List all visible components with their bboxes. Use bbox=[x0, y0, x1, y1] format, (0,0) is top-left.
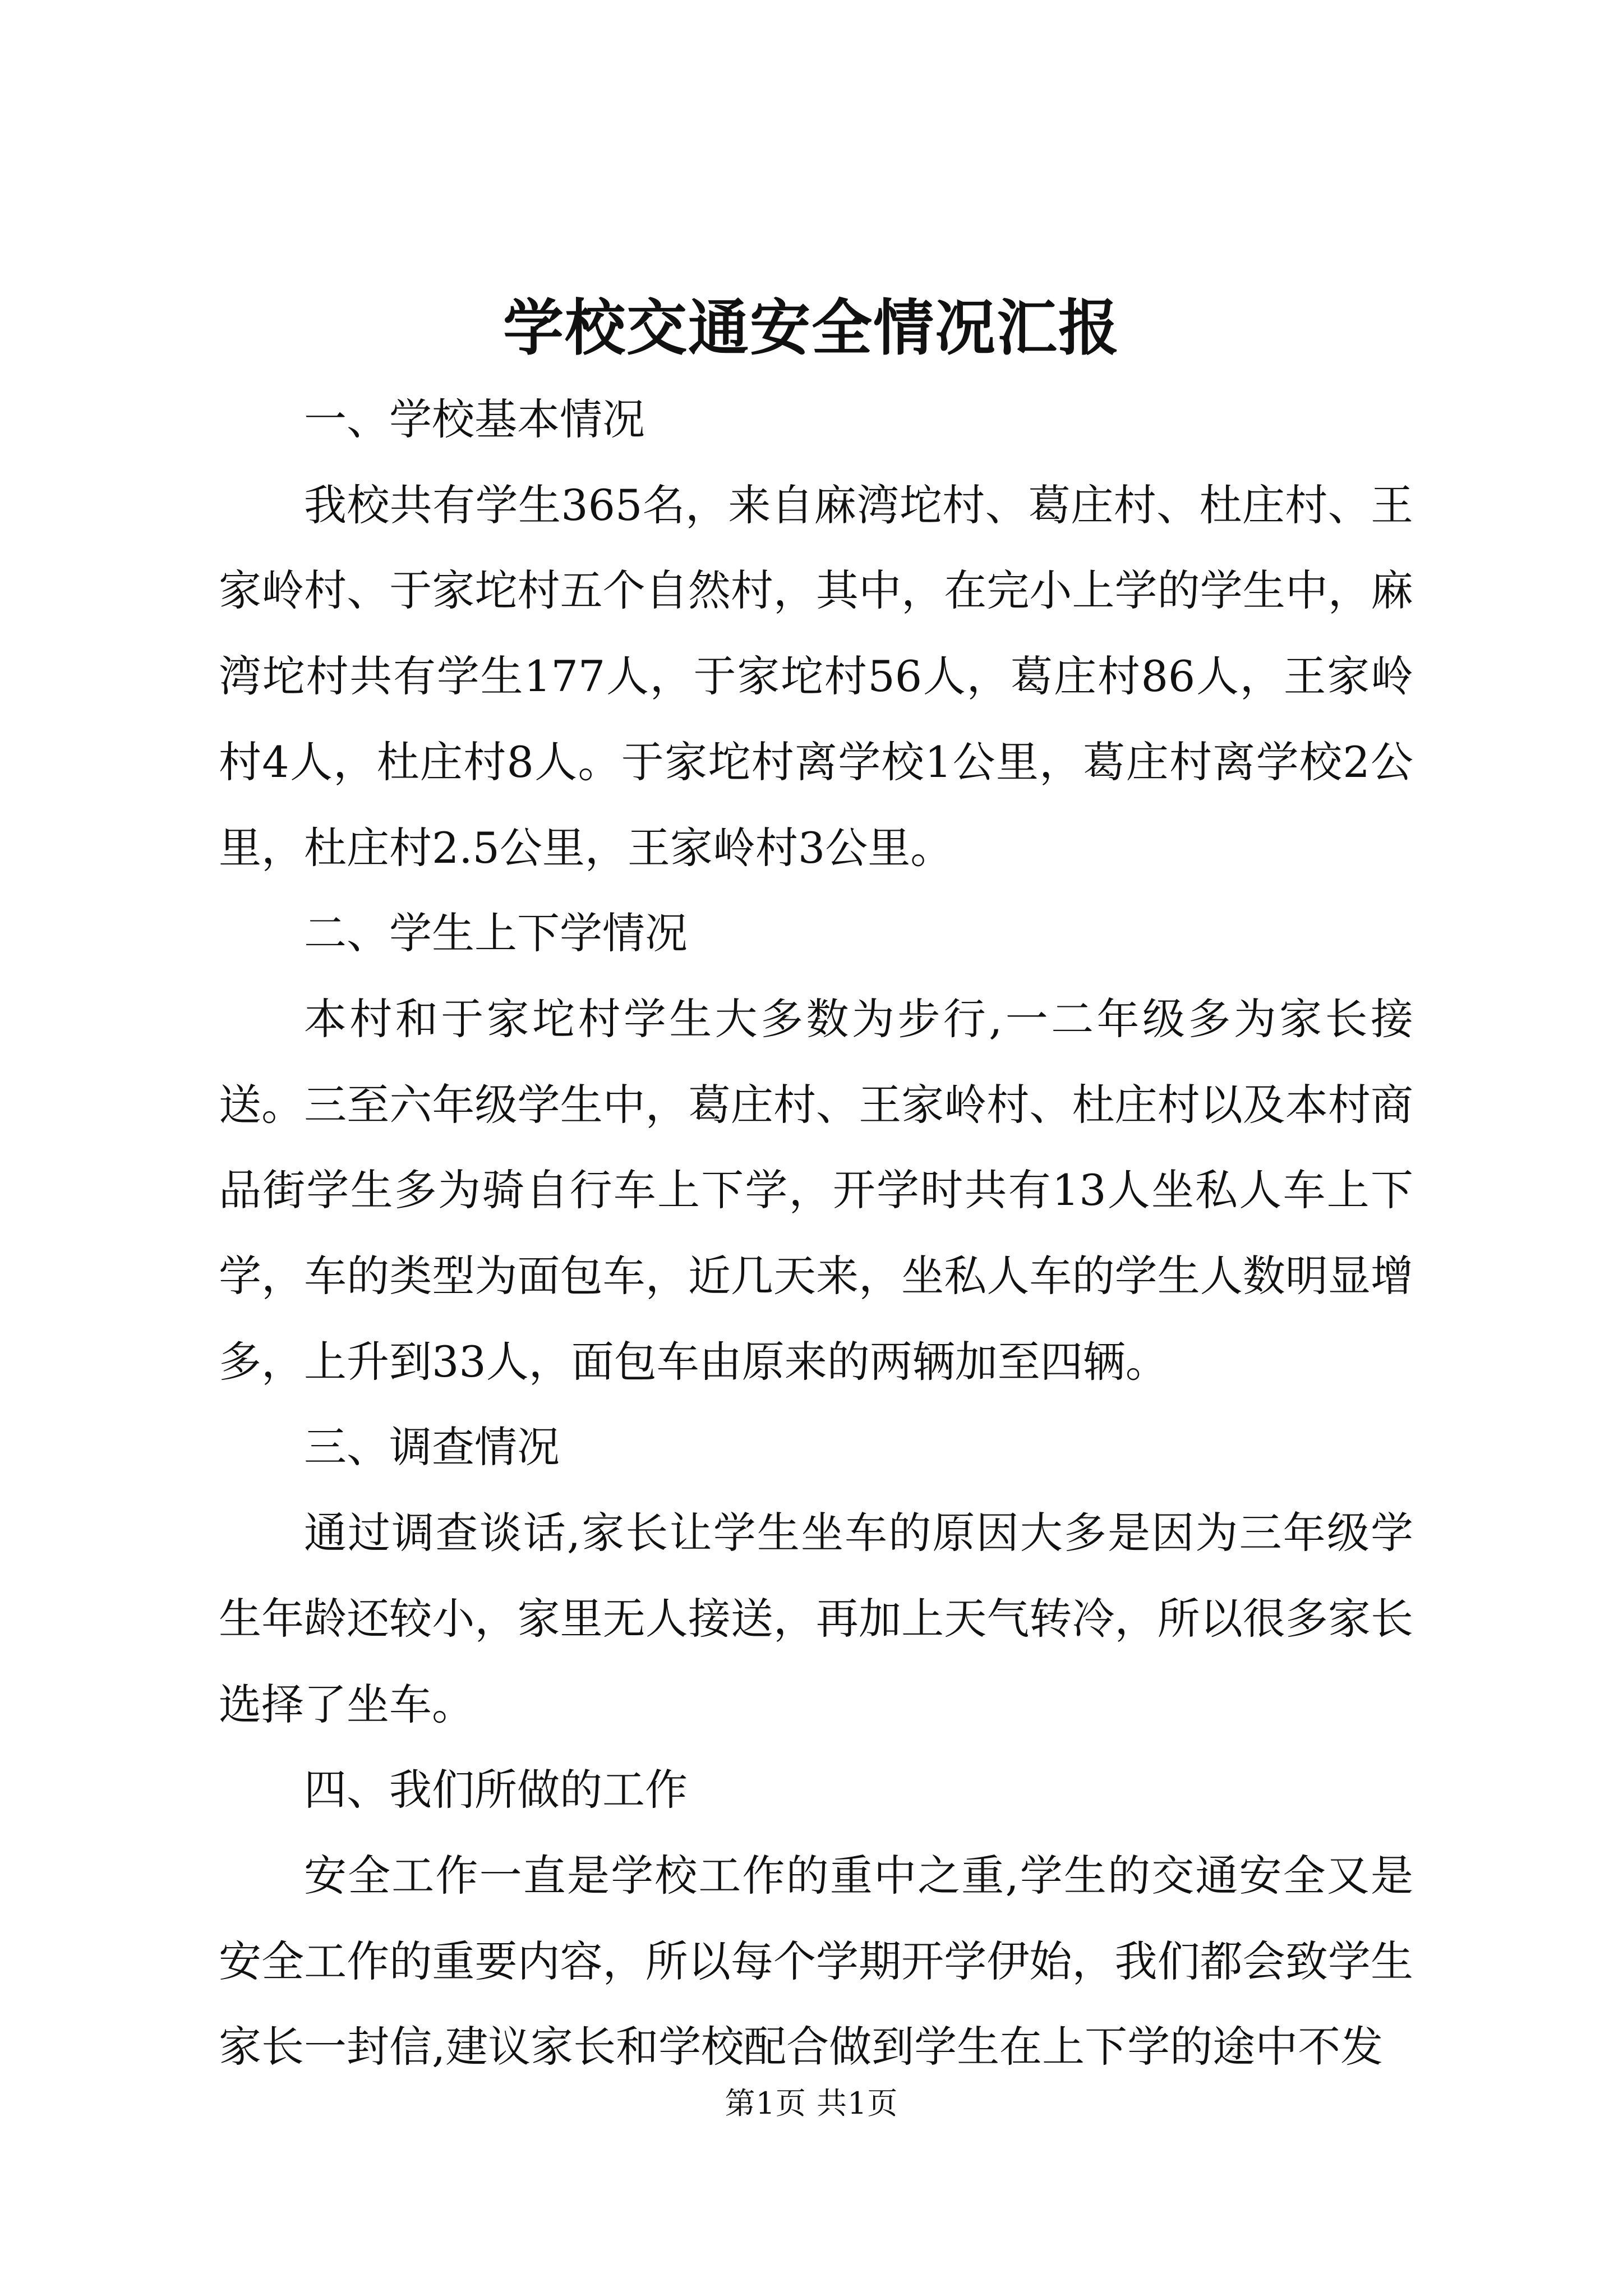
document-title: 学校交通安全情况汇报 bbox=[502, 293, 1120, 364]
section-heading-work-done: 四、我们所做的工作 bbox=[304, 1765, 688, 1815]
section-paragraph-basic-info: 我校共有学生365名，来自麻湾坨村、葛庄村、杜庄村、王家岭村、于家坨村五个自然村，其中，在完小上学的学生中，麻湾坨村共有学生177人，于家坨村56人，葛庄村86人，王家岭村4人，杜庄村8人。于家坨村离学校1公里，葛庄村离学校2公里，杜庄村2.5公里，王家岭村3公里。 bbox=[219, 480, 1413, 873]
document-body bbox=[219, 377, 1413, 2090]
page-footer: 第1页 共1页 bbox=[725, 2086, 898, 2121]
section-heading-survey: 三、调查情况 bbox=[304, 1422, 560, 1473]
section-paragraph-survey: 通过调查谈话,家长让学生坐车的原因大多是因为三年级学生年龄还较小，家里无人接送，再加上天气转冷，所以很多家长选择了坐车。 bbox=[219, 1508, 1413, 1729]
section-heading-basic-info: 一、学校基本情况 bbox=[304, 394, 645, 444]
section-paragraph-commute: 本村和于家坨村学生大多数为步行,一二年级多为家长接送。三至六年级学生中，葛庄村、王家岭村、杜庄村以及本村商品街学生多为骑自行车上下学，开学时共有13人坐私人车上下学，车的类型为面包车，近几天来，坐私人车的学生人数明显增多，上升到33人，面包车由原来的两辆加至四辆。 bbox=[219, 993, 1413, 1387]
section-heading-commute: 二、学生上下学情况 bbox=[304, 908, 688, 959]
section-paragraph-work-done: 安全工作一直是学校工作的重中之重,学生的交通安全又是安全工作的重要内容，所以每个学期开学伊始，我们都会致学生家长一封信,建议家长和学校配合做到学生在上下学的途中不发 bbox=[219, 1850, 1413, 2072]
